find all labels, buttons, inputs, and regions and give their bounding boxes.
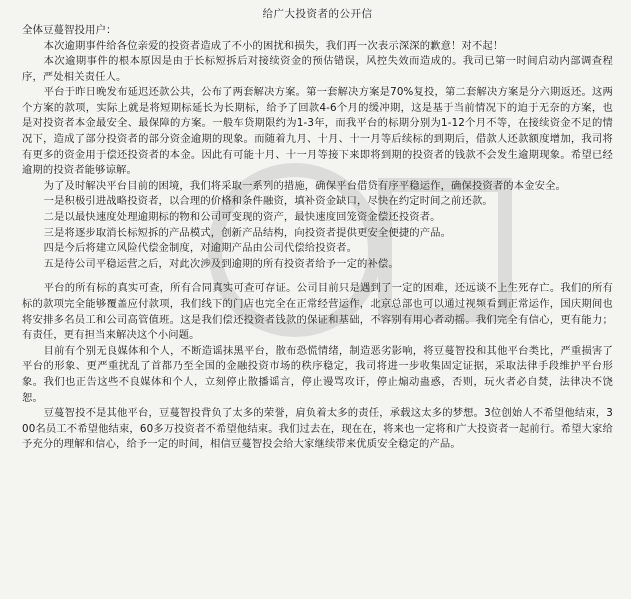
measure-item: 三是将逐步取消长标短拆的产品模式，创新产品结构，向投资者提供更安全便捷的产品。 xyxy=(43,226,452,239)
salutation: 全体豆蔓智投用户： xyxy=(22,24,117,36)
letter-title: 给广大投资者的公开信 xyxy=(262,8,373,20)
measure-item: 四是今后将建立风险代偿金制度，对逾期产品由公司代偿给投资者。 xyxy=(43,242,358,255)
measure-item: 五是待公司平稳运营之后，对此次涉及到逾期的所有投资者给予一定的补偿。 xyxy=(43,257,399,270)
measure-item: 一是积极引进战略投资者，以合理的价格和条件融资，填补资金缺口，尽快在约定时间之前还款。 xyxy=(43,195,493,208)
paragraph-closing: 豆蔓智投不是其他平台，豆蔓智投背负了太多的荣誉，肩负着太多的责任，承载这太多的梦想。3位创始人不希望他结束，300名员工不希望他结束，60多万投资者不希望他结束。我们过去在，现在在，将来也一定将和广大投资者一起前行。希望大家给予充分的理解和信心，给予一定的时间，相信豆蔓智投会给大家继续带来优质安全稳定的产品。 xyxy=(22,407,613,451)
paragraph-apology: 本次逾期事件给各位亲爱的投资者造成了不小的困扰和损失，我们再一次表示深深的歉意！对不起！ xyxy=(43,39,504,52)
section-spacer xyxy=(22,272,613,281)
paragraph-rumors: 目前有个别无良媒体和个人，不断造谣抹黑平台，散布恐慌情绪，制造恶劣影响，将豆蔓智投和其他平台类比，严重损害了平台的形象、更严重扰乱了首都乃至全国的金融投资市场的秩序稳定，我司将进一步收集固定证据，采取法律手段维护平台形象。我们也正告这些不良媒体和个人，立刻停止散播谣言，停止谩骂攻讦，停止煽动蛊惑，否则，玩火者必自焚，法律决不饶恕。 xyxy=(22,344,613,404)
paragraph-assurance: 平台的所有标的真实可查，所有合同真实可查可存证。公司目前只是遇到了一定的困难，还远谈不上生死存亡。我们的所有标的款项完全能够覆盖应付款项，我们线下的门店也完全在正常经营运作，北京总部也可以通过视频看到正常运作，国庆期间也将安排多名员工和公司高管值班。这是我们偿还投资者钱款的保证和基础，不容别有用心者动摇。我们完全有信心，更有能力；有责任，更有担当来解决这个小问题。 xyxy=(22,282,613,342)
paragraph-cause: 本次逾期事件的根本原因是由于长标短拆后对接续资金的预估错误，风控失效而造成的。我司已第一时间启动内部调查程序，严处相关责任人。 xyxy=(22,55,613,83)
paragraph-solutions: 平台于昨日晚发布延迟还款公共，公布了两套解决方案。第一套解决方案是70%复投，第二套解决方案是分六期返还。这两个方案的款项，实际上就是将短期标延长为长期标，给予了回款4-6个月的缓冲期，这是基于当前情况下的迫于无奈的方案，也是对投资者本金最安全、最保障的方案。一般车贷期限约为1-3年，而我平台的标期分别为1-12个月不等，在接续资金不足的情况下，造成了部分投资者的部分资金逾期的现象。而随着九月、十月、十一月等后续标的到期后，借款人还款额度增加，我司将有更多的资金用于偿还投资者的本金。因此有可能十月、十一月等接下来即将到期的投资者的钱款不会发生逾期现象。希望已经逾期的投资者能够谅解。 xyxy=(22,86,613,177)
paragraph-measures-intro: 为了及时解决平台目前的困境，我们将采取一系列的措施，确保平台借贷有序平稳运作，确保投资者的本金安全。 xyxy=(43,179,566,192)
measure-item: 二是以最快速度处理逾期标的物和公司可变现的资产，最快速度回笼资金偿还投资者。 xyxy=(43,211,441,224)
